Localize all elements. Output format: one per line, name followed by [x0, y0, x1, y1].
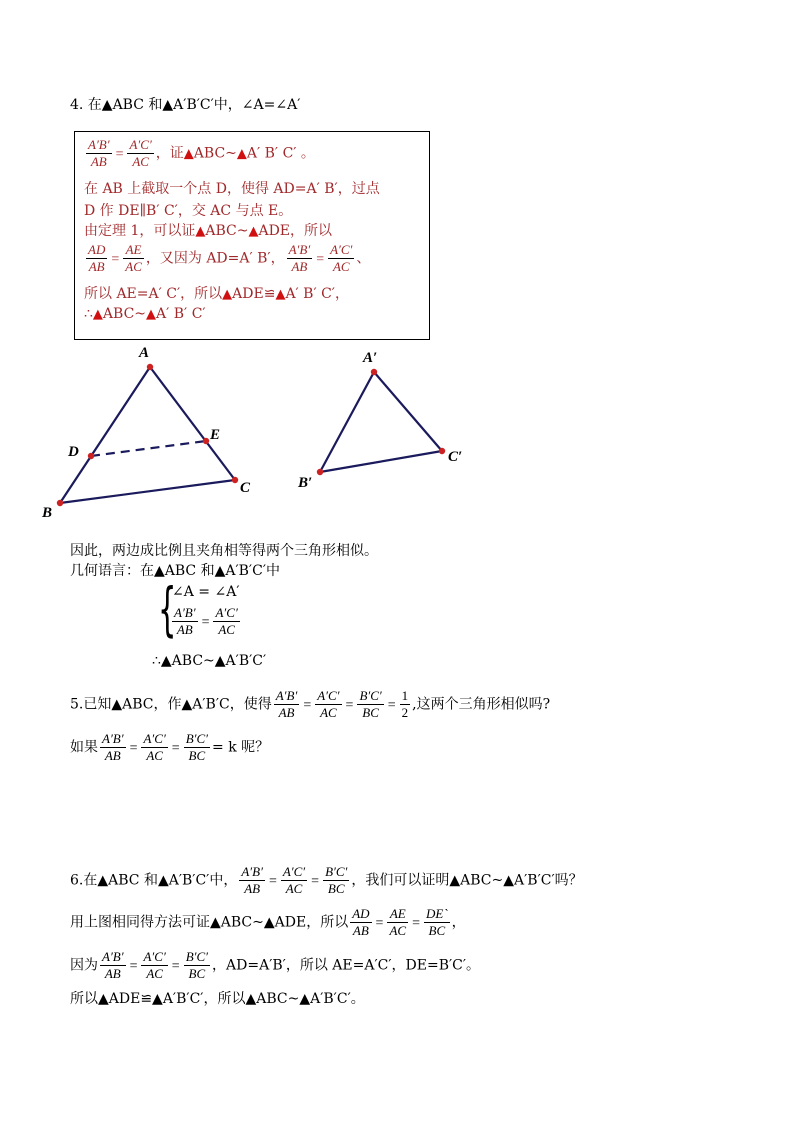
- point-c: [232, 477, 238, 483]
- proof-line-2: 在 AB 上截取一个点 D，使得 AD=A′ B′，过点: [84, 181, 380, 197]
- fraction: $\frac{B'C'}{BC}$: [325, 864, 348, 896]
- triangle-icon: ▲: [92, 307, 103, 322]
- fraction: $\frac{A'B'}{AB}$: [88, 137, 110, 169]
- fraction: $\frac{B'C'}{BC}$: [185, 731, 209, 763]
- fraction: $\frac{AD}{AB}$: [88, 242, 106, 274]
- proof-line-4: 由定理 1，可以证▲ABC~▲ADE，所以: [84, 223, 333, 239]
- point-b: [57, 500, 63, 506]
- label-d: D: [68, 444, 79, 460]
- triangle-icon: ▲: [146, 307, 157, 322]
- q4-therefore: ∴▲ABC~▲A′B′C′: [152, 653, 267, 669]
- fraction: $\frac{A'B'}{AB}$: [102, 731, 124, 763]
- label-b-prime: B′: [298, 475, 313, 491]
- point-b2: [317, 469, 323, 475]
- point-c2: [439, 448, 445, 454]
- point-d: [88, 453, 94, 459]
- label-a: A: [139, 345, 150, 361]
- q6-line-4: 所以▲ADE≌▲A′B′C′，所以▲ABC~▲A′B′C′。: [70, 991, 365, 1007]
- q5-line-2: 如果 $\frac{A'B'}{AB}$ = $\frac{A'C'}{AC}$ = $\frac{B'C'}{BC}$ = k 呢？: [70, 731, 270, 763]
- segment-bc: [60, 480, 235, 503]
- fraction: $\frac{A'C'}{AC}$: [143, 949, 166, 981]
- fraction: $\frac{B'C'}{BC}$: [359, 688, 382, 720]
- segment-a2c2: [374, 372, 442, 451]
- label-b: B: [42, 505, 53, 521]
- brace-icon: {: [158, 575, 177, 643]
- fraction: $\frac{A'C'}{AC}$: [215, 605, 238, 637]
- fraction: $\frac{A'C'}{AC}$: [330, 242, 353, 274]
- fraction: $\frac{A'B'}{AB}$: [241, 864, 263, 896]
- triangle-icon: ▲: [183, 146, 194, 162]
- point-a2: [371, 369, 377, 375]
- segment-de: [91, 441, 206, 456]
- segment-ac: [150, 367, 235, 480]
- q4-conclusion: 因此，两边成比例且夹角相等得两个三角形相似。: [70, 543, 378, 559]
- proof-line-3: D 作 DE∥B′ C′，交 AC 与点 E。: [84, 203, 293, 219]
- fraction: $\frac{A'C'}{AC}$: [282, 864, 306, 896]
- segment-b2c2: [320, 451, 442, 472]
- proof-line-6: 所以 AE=A′ C′，所以▲ADE≌▲A′ B′ C′，: [84, 286, 349, 302]
- q5-line-1: 5.已知▲ABC，作▲A′B′C，使得 $\frac{A'B'}{AB}$ = $\frac{A'C'}{AC}$ = $\frac{B'C'}{BC}$ = $\frac{1}{2}$ ,这两个三角形相似吗?: [70, 688, 551, 720]
- fraction: $\frac{AD}{AB}$: [352, 906, 370, 938]
- fraction: $\frac{1}{2}$: [401, 688, 409, 720]
- q6-line-1: 6.在▲ABC 和▲A′B′C′中， $\frac{A'B'}{AB}$ = $\frac{A'C'}{AC}$ = $\frac{B'C'}{BC}$ ，我们可以证明▲ABC~▲A′B′C′吗？: [70, 864, 583, 896]
- fraction: $\frac{A'C'}{AC}$: [129, 137, 152, 169]
- point-e: [203, 438, 209, 444]
- q6-line-2: 用上图相同得方法可证▲ABC~▲ADE，所以 $\frac{AD}{AB}$ = $\frac{AE}{AC}$ = $\frac{DE`}{BC}$ ，: [70, 906, 466, 938]
- condition-ratio: $\frac{A'B'}{AB}$ = $\frac{A'C'}{AC}$: [174, 605, 238, 637]
- fraction: $\frac{A'B'}{AB}$: [288, 242, 311, 274]
- proof-line-5: $\frac{AD}{AB}$ = $\frac{AE}{AC}$ ，又因为 AD=A′ B′， $\frac{A'B'}{AB}$ = $\frac{A'C'}{AC}$ 、: [88, 242, 371, 274]
- fraction: $\frac{AE}{AC}$: [125, 242, 142, 274]
- triangle-icon: ▲: [275, 287, 286, 302]
- q4-title: 4. 在▲ABC 和▲A′B′C′中，∠A=∠A′: [70, 97, 301, 113]
- proof-line-7: ∴▲ABC~▲A′ B′ C′: [84, 306, 206, 322]
- label-c-prime: C′: [448, 449, 463, 465]
- fraction: $\frac{DE`}{BC}$: [425, 906, 448, 938]
- segment-ab: [60, 367, 150, 503]
- fraction: $\frac{A'B'}{AB}$: [275, 688, 298, 720]
- q4-geo-language: 几何语言：在▲ABC 和▲A′B′C′中: [70, 563, 280, 579]
- label-a-prime: A′: [363, 350, 378, 366]
- triangle-icon: ▲: [195, 224, 206, 239]
- label-e: E: [210, 427, 221, 443]
- condition-angle: ∠A = ∠A′: [172, 584, 240, 600]
- fraction: $\frac{A'C'}{AC}$: [143, 731, 166, 763]
- proof-line-1: $\frac{A'B'}{AB}$ = $\frac{A'C'}{AC}$ ，证▲ABC~▲A′ B′ C′ 。: [88, 137, 315, 169]
- segment-a2b2: [320, 372, 374, 472]
- q6-line-3: 因为 $\frac{A'B'}{AB}$ = $\frac{A'C'}{AC}$ = $\frac{B'C'}{BC}$ ，AD=A′B′，所以 AE=A′C′，DE=B′C′。: [70, 949, 481, 981]
- point-a: [147, 364, 153, 370]
- triangle-icon: ▲: [248, 224, 259, 239]
- label-c: C: [240, 480, 251, 496]
- fraction: $\frac{A'B'}{AB}$: [102, 949, 124, 981]
- fraction: $\frac{A'C'}{AC}$: [317, 688, 340, 720]
- triangle-icon: ▲: [222, 287, 233, 302]
- triangle-figure: [30, 335, 480, 530]
- fraction: $\frac{AE}{AC}$: [389, 906, 407, 938]
- fraction: $\frac{B'C'}{BC}$: [185, 949, 209, 981]
- fraction: $\frac{A'B'}{AB}$: [174, 605, 196, 637]
- triangle-icon: ▲: [236, 146, 247, 162]
